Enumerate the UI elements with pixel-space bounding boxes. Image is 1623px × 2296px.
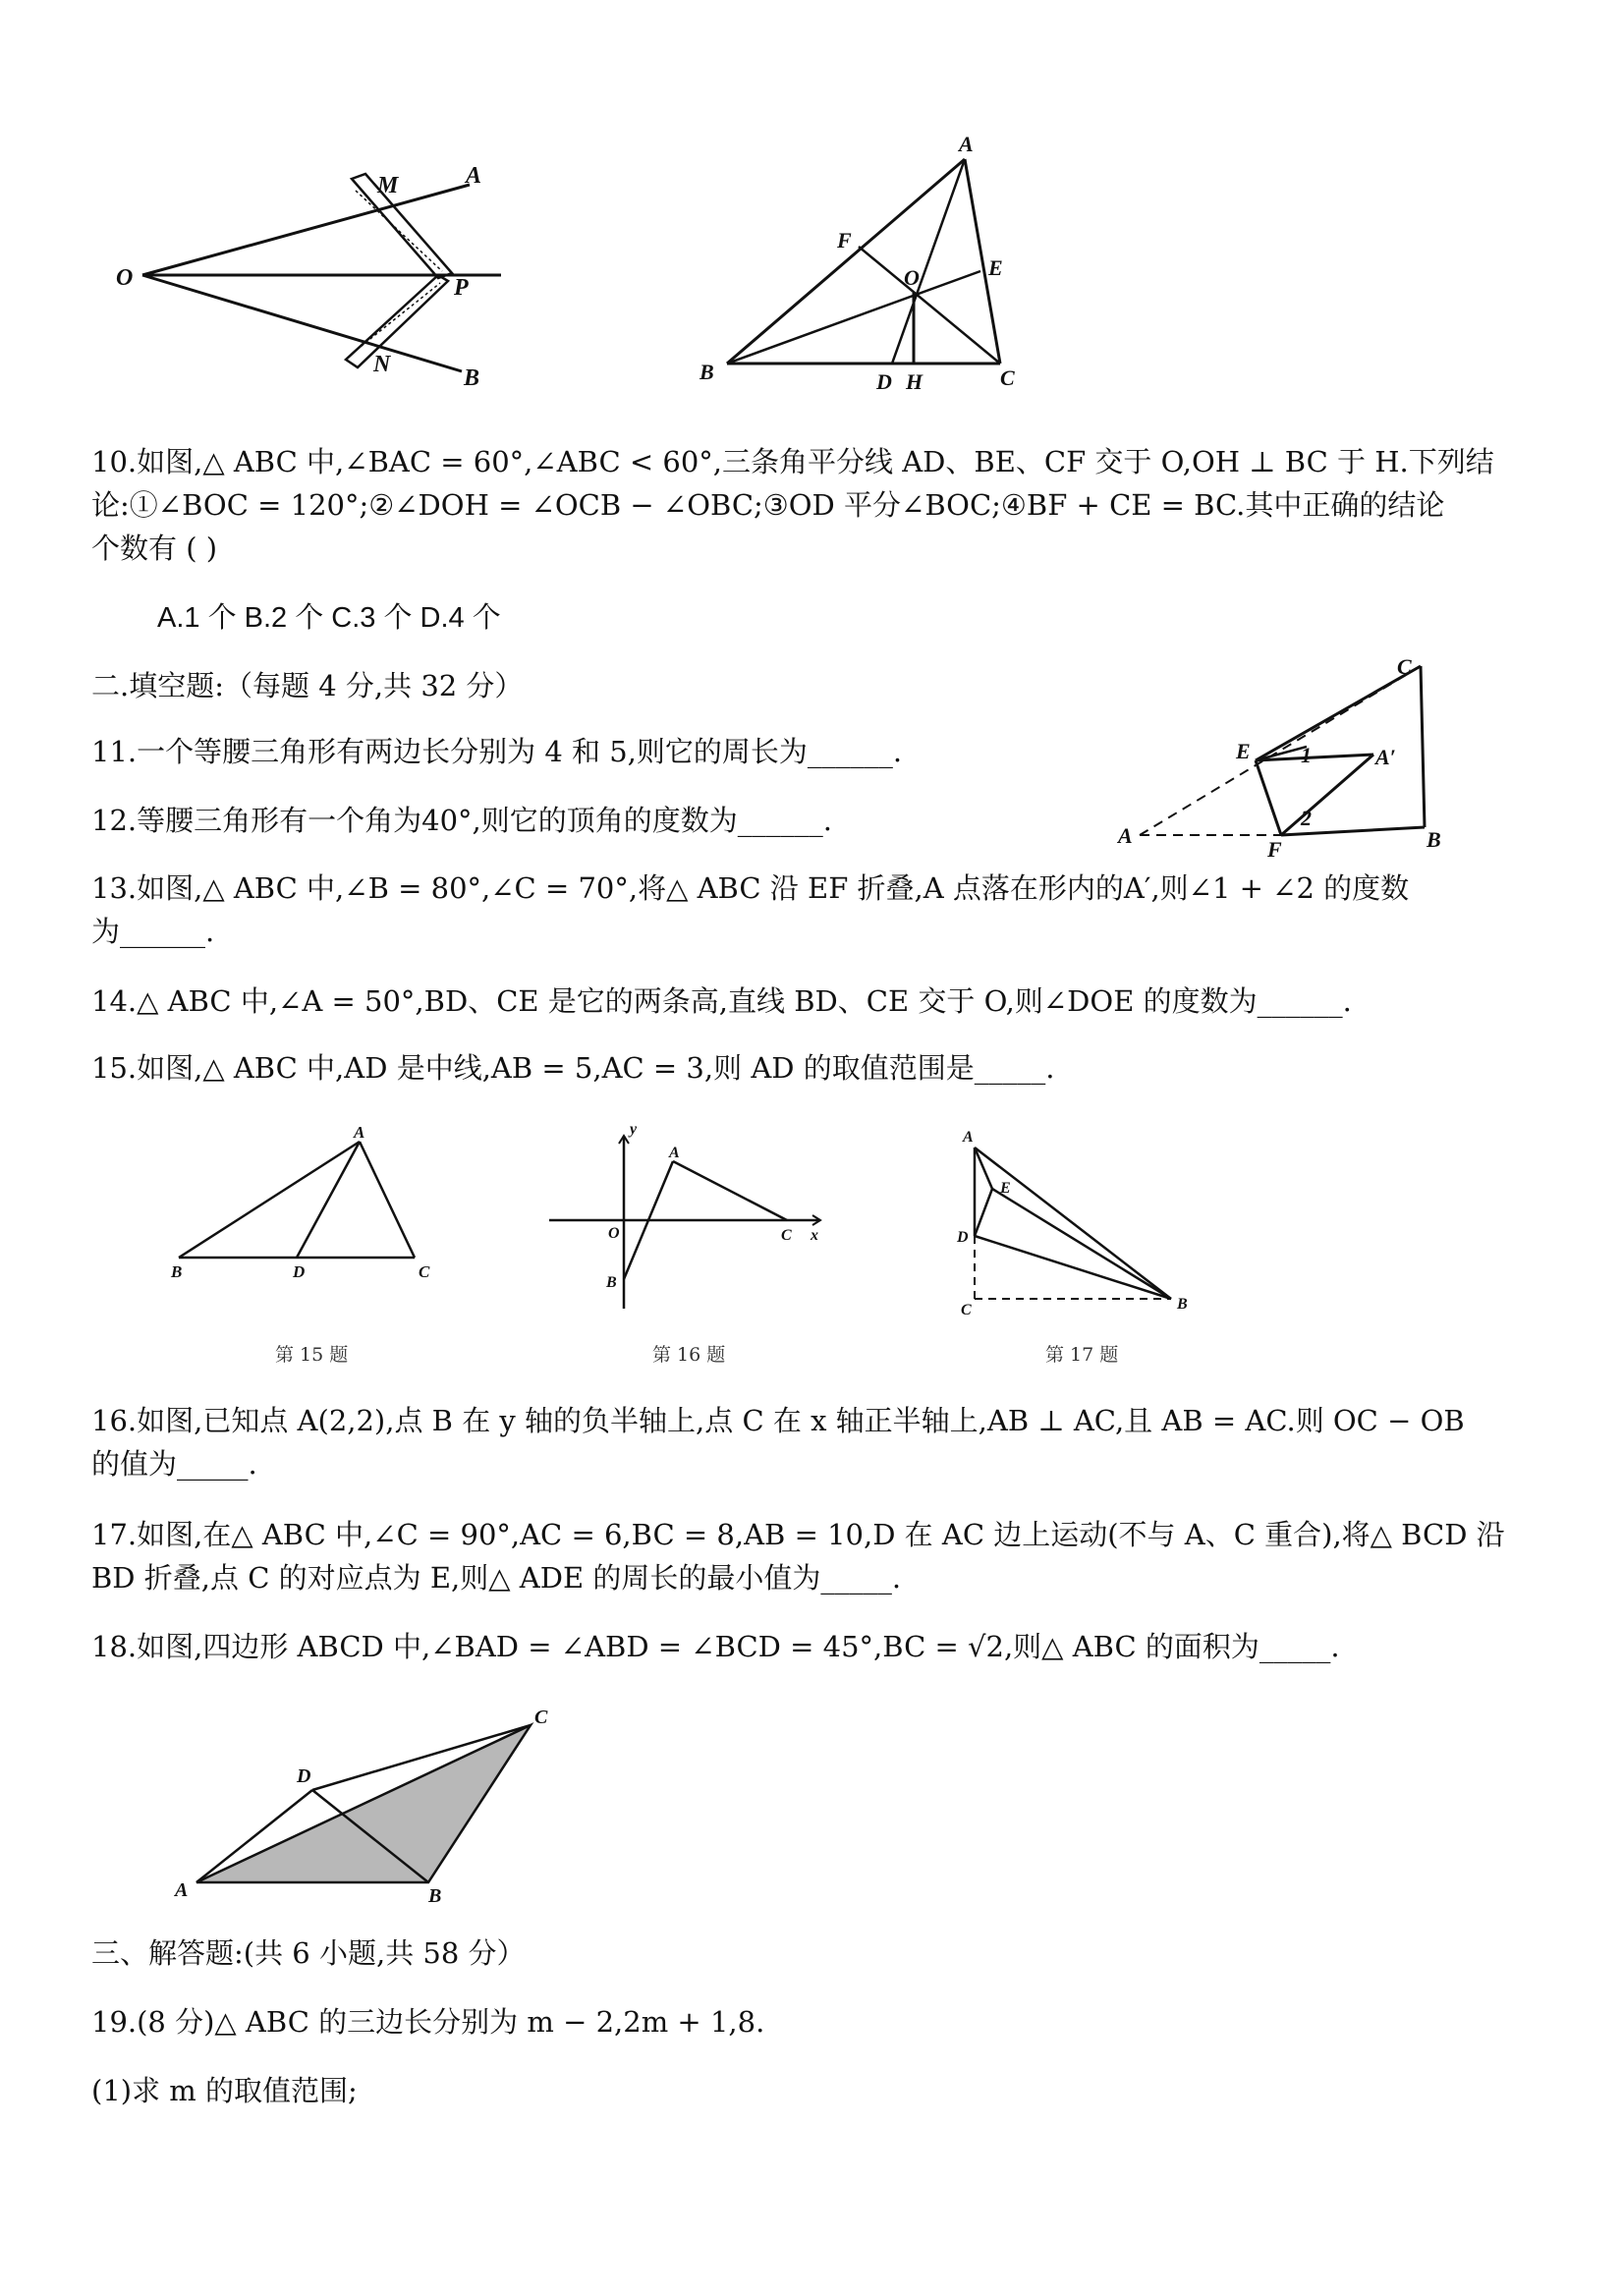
q11-text: 11.一个等腰三角形有两边长分别为 4 和 5,则它的周长为______. [91, 735, 903, 768]
label-o: O [904, 265, 920, 290]
caption-q16: 第 16 题 [652, 1344, 726, 1366]
q13-line2: 为______. [91, 915, 215, 948]
label-c: C [1397, 654, 1412, 679]
label-c: C [961, 1302, 972, 1318]
label-b: B [1177, 1296, 1188, 1313]
caption-q17: 第 17 题 [1045, 1344, 1119, 1366]
q16-line2: 的值为_____. [91, 1447, 257, 1481]
label-d: D [293, 1262, 306, 1281]
q12-text: 12.等腰三角形有一个角为40°,则它的顶角的度数为______. [91, 804, 832, 837]
label-a-prime: A′ [1375, 745, 1396, 769]
q16-line1: 16.如图,已知点 A(2,2),点 B 在 y 轴的负半轴上,点 C 在 x 轴正半轴上,AB ⊥ AC,且 AB = AC.则 OC − OB [91, 1404, 1465, 1437]
label-c: C [534, 1707, 548, 1728]
figure-q13-fold [1110, 648, 1483, 865]
label-a: A [963, 1129, 974, 1146]
figure-q17 [953, 1120, 1208, 1316]
figure-q16 [545, 1120, 840, 1316]
label-p: P [454, 275, 469, 301]
label-m: M [377, 173, 399, 198]
q18-text: 18.如图,四边形 ABCD 中,∠BAD = ∠ABD = ∠BCD = 45°,BC = √2,则△ ABC 的面积为_____. [91, 1630, 1340, 1663]
label-n: N [373, 352, 391, 377]
q17-line1: 17.如图,在△ ABC 中,∠C = 90°,AC = 6,BC = 8,AB = 10,D 在 AC 边上运动(不与 A、C 重合),将△ BCD 沿 [91, 1518, 1505, 1551]
label-f: F [1267, 837, 1282, 862]
q10-line3: 个数有 ( ) [91, 532, 218, 565]
label-a: A [669, 1145, 680, 1161]
label-h: H [906, 369, 923, 394]
q10-line2: 论:①∠BOC = 120°;②∠DOH = ∠OCB − ∠OBC;③OD 平分∠BOC;④BF + CE = BC.其中正确的结论 [91, 488, 1445, 522]
section2-title: 二.填空题:（每题 4 分,共 32 分） [91, 669, 524, 702]
label-f: F [837, 228, 852, 252]
q14-text: 14.△ ABC 中,∠A = 50°,BD、CE 是它的两条高,直线 BD、CE 交于 O,则∠DOE 的度数为______. [91, 984, 1352, 1018]
label-b: B [171, 1262, 183, 1281]
label-a: A [466, 163, 482, 189]
figure-angle-bisector [108, 157, 521, 393]
q19-part1: (1)求 m 的取值范围; [91, 2074, 358, 2107]
angle-1-label: 1 [1301, 743, 1312, 767]
label-c: C [1000, 365, 1015, 390]
figure-q10-triangle [688, 128, 1041, 403]
label-d: D [297, 1765, 311, 1787]
label-a: A [354, 1123, 365, 1142]
q17-line2: BD 折叠,点 C 的对应点为 E,则△ ADE 的周长的最小值为_____. [91, 1561, 902, 1595]
label-b: B [464, 365, 480, 391]
caption-q15: 第 15 题 [275, 1344, 349, 1366]
label-b: B [428, 1885, 442, 1907]
label-c: C [781, 1227, 792, 1244]
label-c: C [419, 1262, 430, 1281]
q10-line1: 10.如图,△ ABC 中,∠BAC = 60°,∠ABC < 60°,三条角平分线 AD、BE、CF 交于 O,OH ⊥ BC 于 H.下列结 [91, 445, 1494, 478]
axis-y-label: y [630, 1121, 638, 1138]
label-e: E [1236, 739, 1251, 763]
label-o: O [116, 265, 134, 291]
label-a: A [1118, 823, 1133, 848]
figure-q15 [167, 1120, 452, 1281]
label-b: B [700, 360, 714, 384]
label-b: B [1427, 827, 1441, 852]
q15-text: 15.如图,△ ABC 中,AD 是中线,AB = 5,AC = 3,则 AD 的取值范围是_____. [91, 1051, 1055, 1085]
angle-2-label: 2 [1301, 806, 1312, 830]
q13-line1: 13.如图,△ ABC 中,∠B = 80°,∠C = 70°,将△ ABC 沿 EF 折叠,A 点落在形内的A′,则∠1 + ∠2 的度数 [91, 871, 1410, 905]
section3-title: 三、解答题:(共 6 小题,共 58 分） [91, 1936, 526, 1970]
q19-line1: 19.(8 分)△ ABC 的三边长分别为 m − 2,2m + 1,8. [91, 2005, 765, 2039]
label-d: D [957, 1229, 969, 1246]
q10-options: A.1 个 B.2 个 C.3 个 D.4 个 [157, 602, 501, 634]
label-e: E [1000, 1180, 1011, 1197]
axis-x-label: x [811, 1227, 818, 1244]
label-d: D [876, 369, 892, 394]
figure-q18 [167, 1690, 580, 1916]
label-b: B [606, 1274, 617, 1291]
label-a: A [175, 1879, 189, 1901]
label-e: E [988, 255, 1003, 280]
label-o: O [608, 1225, 620, 1242]
label-a: A [959, 132, 974, 156]
